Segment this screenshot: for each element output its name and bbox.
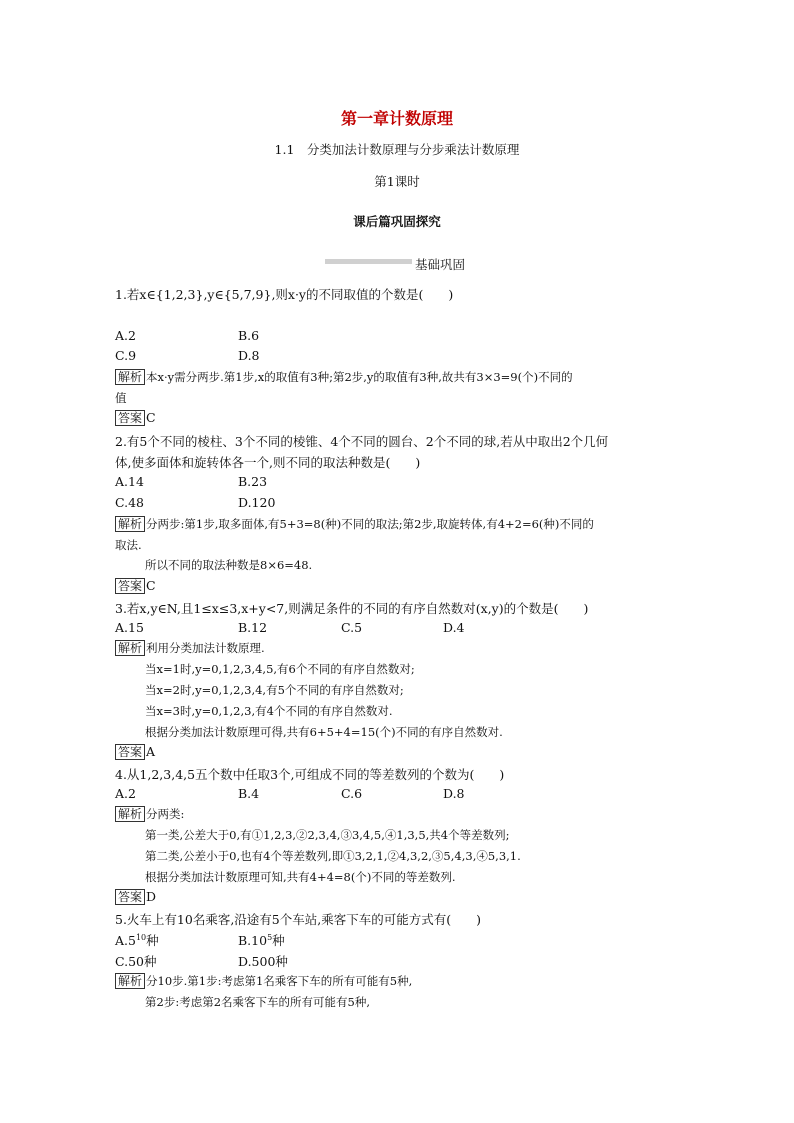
q5-option-d: D.500种: [238, 954, 288, 969]
level-bar: [325, 259, 412, 264]
lesson-label: 第1课时: [374, 174, 420, 189]
q1-option-d: D.8: [238, 348, 260, 363]
q2-solution-line: 分两步:第1步,取多面体,有5+3=8(种)不同的取法;第2步,取旋转体,有4+2=6(种)不同的: [146, 517, 594, 531]
q2-stem-line2: 体,使多面体和旋转体各一个,则不同的取法种数是( ): [115, 455, 421, 470]
q3-answer-value: A: [146, 744, 156, 759]
q3-option-a: A.15: [115, 620, 144, 635]
q3-solution-line: 当x=1时,y=0,1,2,3,4,5,有6个不同的有序自然数对;: [145, 662, 415, 676]
q4-solution-line: 第一类,公差大于0,有①1,2,3,②2,3,4,③3,4,5,④1,3,5,共4个等差数列;: [145, 828, 510, 842]
q1-stem: 1.若x∈{1,2,3},y∈{5,7,9},则x·y的不同取值的个数是( ): [115, 287, 454, 302]
q3-solution-line: 当x=3时,y=0,1,2,3,有4个不同的有序自然数对.: [145, 704, 393, 718]
q4-answer: [115, 889, 156, 905]
answer-tag: 答案: [115, 578, 145, 594]
q1-option-b: B.6: [238, 328, 260, 343]
q2-solution-line: 所以不同的取法种数是8×6=48.: [145, 558, 313, 572]
q4-stem: 4.从1,2,3,4,5五个数中任取3个,可组成不同的等差数列的个数为( ): [115, 767, 505, 782]
q5-option-b: [238, 931, 285, 949]
q5-stem: 5.火车上有10名乘客,沿途有5个车站,乘客下车的可能方式有( ): [115, 912, 481, 927]
q3-option-c: C.5: [341, 620, 363, 635]
q5-option-a: [115, 931, 159, 949]
q2-analysis: [115, 516, 594, 532]
analysis-tag: 解析: [115, 806, 145, 822]
answer-tag: 答案: [115, 410, 145, 426]
q1-analysis: [115, 369, 573, 385]
q1-option-c: C.9: [115, 348, 137, 363]
q3-analysis: [115, 640, 265, 656]
analysis-tag: 解析: [115, 973, 145, 989]
q5-option-a-base: A.5: [115, 933, 136, 948]
q5-option-b-exponent: 5: [267, 932, 273, 942]
q3-option-d: D.4: [443, 620, 465, 635]
answer-tag: 答案: [115, 744, 145, 760]
section-title: 1.1 分类加法计数原理与分步乘法计数原理: [274, 142, 520, 157]
q2-option-c: C.48: [115, 495, 144, 510]
q2-answer-value: C: [146, 578, 156, 593]
q5-option-b-base: B.10: [238, 933, 268, 948]
analysis-tag: 解析: [115, 640, 145, 656]
analysis-tag: 解析: [115, 369, 145, 385]
q4-solution-line: 分两类:: [146, 807, 185, 821]
q5-option-a-exponent: 10: [135, 932, 147, 942]
q3-solution-line: 当x=2时,y=0,1,2,3,4,有5个不同的有序自然数对;: [145, 683, 404, 697]
chapter-title: 第一章计数原理: [340, 109, 453, 128]
q5-option-b-unit: 种: [272, 933, 285, 948]
q5-option-a-unit: 种: [146, 933, 159, 948]
q4-option-d: D.8: [443, 786, 465, 801]
q5-solution-line: 分10步.第1步:考虑第1名乘客下车的所有可能有5种,: [146, 974, 413, 988]
q5-analysis: [115, 973, 412, 989]
q3-solution-line: 根据分类加法计数原理可得,共有6+5+4=15(个)不同的有序自然数对.: [145, 725, 503, 739]
q4-solution-line: 第二类,公差小于0,也有4个等差数列,即①3,2,1,②4,3,2,③5,4,3,④5,3,1.: [145, 849, 521, 863]
q3-solution-line: 利用分类加法计数原理.: [146, 641, 265, 655]
q4-option-a: A.2: [115, 786, 136, 801]
q5-solution-line: 第2步:考虑第2名乘客下车的所有可能有5种,: [145, 995, 370, 1009]
q2-stem-line1: 2.有5个不同的棱柱、3个不同的棱锥、4个不同的圆台、2个不同的球,若从中取出2个几何: [115, 434, 609, 449]
level-label: 基础巩固: [415, 257, 466, 272]
q1-solution-line: 值: [115, 391, 127, 405]
q1-answer: [115, 410, 156, 426]
q4-option-b: B.4: [238, 786, 260, 801]
q4-analysis: [115, 806, 184, 822]
q1-solution-line: 本x·y需分两步.第1步,x的取值有3种;第2步,y的取值有3种,故共有3×3=9(个)不同的: [146, 370, 573, 384]
q5-option-c: C.50种: [115, 954, 157, 969]
q3-option-b: B.12: [238, 620, 268, 635]
q1-option-a: A.2: [115, 328, 136, 343]
q3-answer: [115, 744, 155, 760]
q2-option-b: B.23: [238, 474, 268, 489]
q1-answer-value: C: [146, 410, 156, 425]
analysis-tag: 解析: [115, 516, 145, 532]
q2-option-a: A.14: [115, 474, 144, 489]
q2-solution-line: 取法.: [115, 538, 142, 552]
q2-option-d: D.120: [238, 495, 276, 510]
q4-answer-value: D: [146, 889, 157, 904]
part-title: 课后篇巩固探究: [353, 214, 441, 229]
answer-tag: 答案: [115, 889, 145, 905]
q3-stem: 3.若x,y∈N,且1≤x≤3,x+y<7,则满足条件的不同的有序自然数对(x,y)的个数是( ): [115, 601, 589, 616]
q2-answer: [115, 578, 156, 594]
q4-option-c: C.6: [341, 786, 363, 801]
q4-solution-line: 根据分类加法计数原理可知,共有4+4=8(个)不同的等差数列.: [145, 870, 456, 884]
